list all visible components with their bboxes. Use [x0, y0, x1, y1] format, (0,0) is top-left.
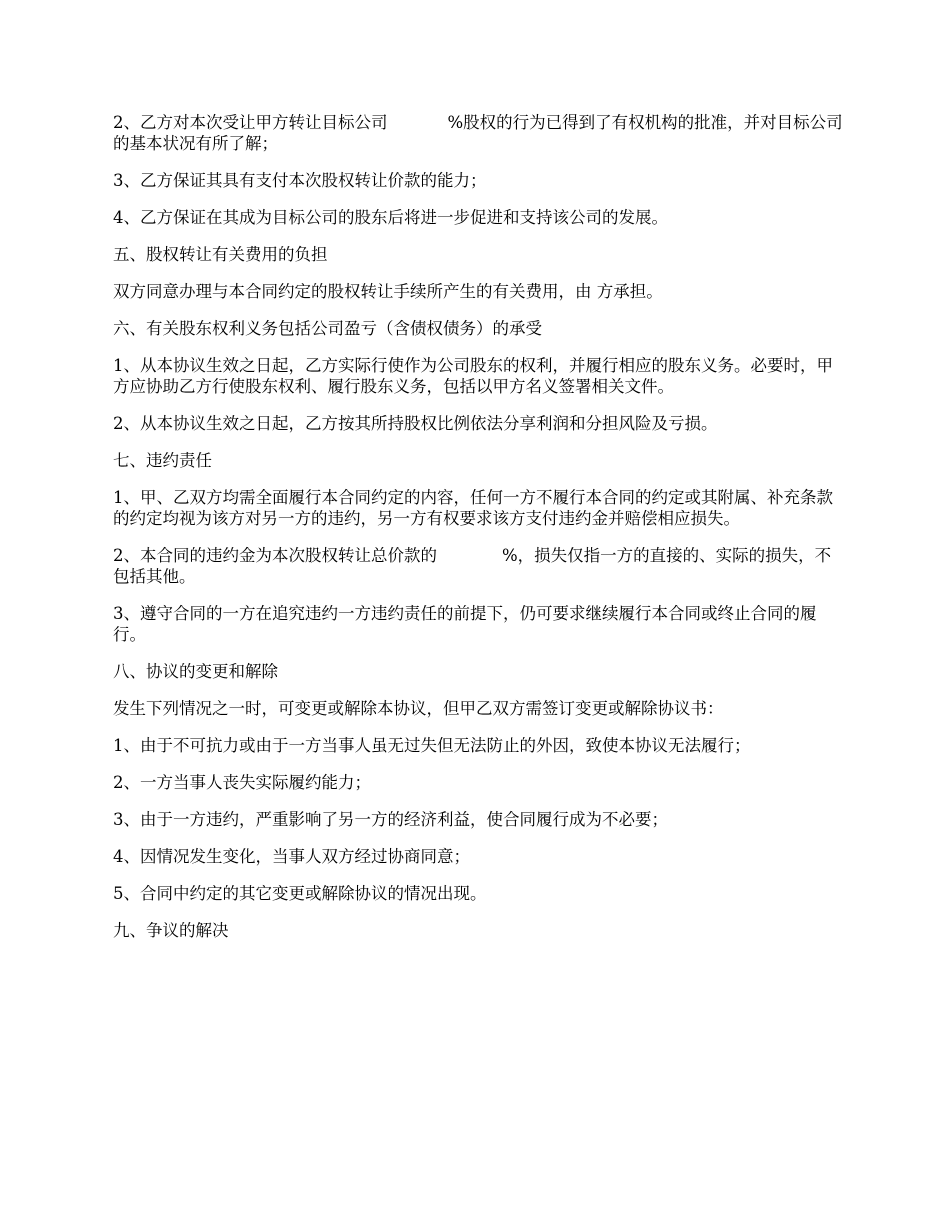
clause-paragraph: 2、从本协议生效之日起，乙方按其所持股权比例依法分享利润和分担风险及亏损。: [113, 414, 718, 433]
clause-text: 2、乙方对本次受让甲方转让目标公司: [113, 113, 388, 132]
clause-text: %股权的行为已得到了有权机构的批准，并对目标公司的基本状况有所了解；: [113, 113, 843, 153]
clause-paragraph: 3、由于一方违约，严重影响了另一方的经济利益，使合同履行成为不必要；: [113, 810, 668, 829]
clause-paragraph: 2、一方当事人丧失实际履约能力；: [113, 773, 371, 792]
clause-paragraph: 3、遵守合同的一方在追究违约一方违约责任的前提下，仍可要求继续履行本合同或终止合同的履行。: [113, 604, 817, 644]
section-heading: 八、协议的变更和解除: [113, 662, 278, 681]
clause-text: 2、本合同的违约金为本次股权转让总价款的: [113, 546, 437, 565]
clause-paragraph: 4、因情况发生变化，当事人双方经过协商同意；: [113, 847, 470, 866]
section-heading: 七、违约责任: [113, 451, 212, 470]
clause-paragraph: 1、由于不可抗力或由于一方当事人虽无过失但无法防止的外因，致使本协议无法履行；: [113, 736, 751, 755]
clause-paragraph: 1、甲、乙双方均需全面履行本合同约定的内容，任何一方不履行本合同的约定或其附属、补充条款的约定均视为该方对另一方的违约，另一方有权要求该方支付违约金并赔偿相应损失。: [113, 488, 833, 528]
clause-paragraph: 双方同意办理与本合同约定的股权转让手续所产生的有关费用，由 方承担。: [113, 282, 663, 301]
document-body: [113, 112, 843, 957]
section-heading: 六、有关股东权利义务包括公司盈亏（含债权债务）的承受: [113, 319, 542, 338]
section-heading: 五、股权转让有关费用的负担: [113, 245, 328, 264]
clause-text: %，损失仅指一方的直接的、实际的损失，不包括其他。: [113, 546, 832, 586]
section-heading: 九、争议的解决: [113, 921, 229, 940]
clause-paragraph: 3、乙方保证其具有支付本次股权转让价款的能力；: [113, 171, 487, 190]
clause-paragraph: [113, 545, 843, 587]
clause-paragraph: 发生下列情况之一时，可变更或解除本协议，但甲乙双方需签订变更或解除协议书：: [113, 699, 724, 718]
clause-paragraph: 4、乙方保证在其成为目标公司的股东后将进一步促进和支持该公司的发展。: [113, 208, 668, 227]
clause-paragraph: 5、合同中约定的其它变更或解除协议的情况出现。: [113, 884, 487, 903]
clause-paragraph: [113, 112, 843, 154]
clause-paragraph: 1、从本协议生效之日起，乙方实际行使作为公司股东的权利，并履行相应的股东义务。必要时，甲方应协助乙方行使股东权利、履行股东义务，包括以甲方名义签署相关文件。: [113, 356, 833, 396]
